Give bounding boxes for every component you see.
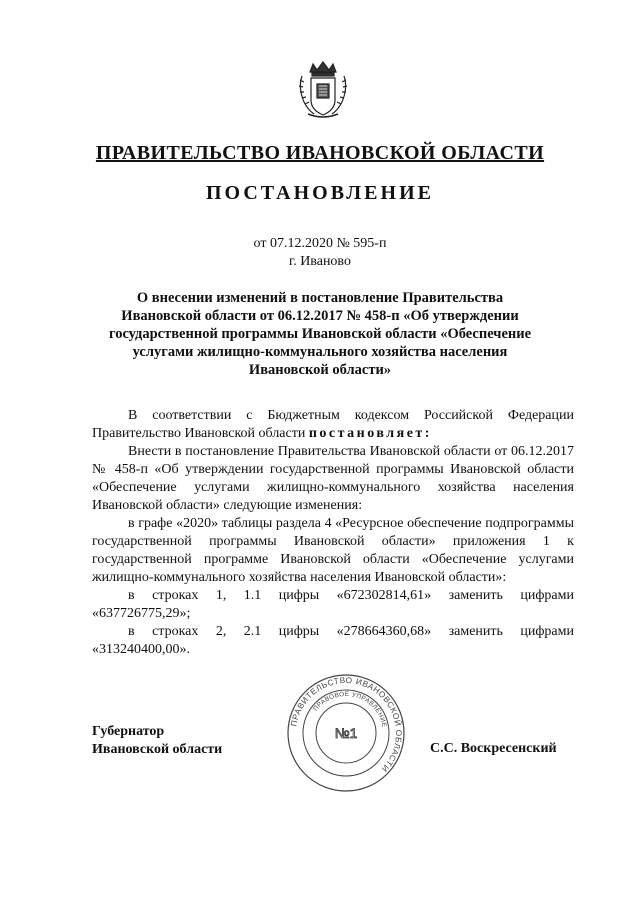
preamble-text: В соответствии с Бюджетным кодексом Российской Федерации Правительство Ивановской области xyxy=(92,408,574,441)
stamp-outer-text: ПРАВИТЕЛЬСТВО ИВАНОВСКОЙ ОБЛАСТИ xyxy=(289,675,404,774)
position-line-1: Губернатор xyxy=(92,724,165,739)
signatory-name: С.С. Воскресенский xyxy=(430,741,557,756)
paragraph-column: в графе «2020» таблицы раздела 4 «Ресурсное обеспечение подпрограммы государственной программы Ивановской области» приложения 1 к государственной программе Ивановской области «Обеспечение услугами жилищно-коммунального хозяйства населения Ивановской области»: xyxy=(92,516,574,585)
paragraph-preamble xyxy=(92,407,574,443)
document-type: ПОСТАНОВЛЕНИЕ xyxy=(206,182,434,204)
stamp-inner-text: ПРАВОВОЕ УПРАВЛЕНИЕ xyxy=(312,690,388,728)
official-stamp xyxy=(285,672,407,794)
position-line-2: Ивановской области xyxy=(92,742,223,757)
date-number: от 07.12.2020 № 595-п xyxy=(253,236,387,251)
organization-title: ПРАВИТЕЛЬСТВО ИВАНОВСКОЙ ОБЛАСТИ xyxy=(95,142,545,164)
coat-of-arms-icon xyxy=(296,58,350,120)
paragraph-rows-2: в строках 2, 2.1 цифры «278664360,68» заменить цифрами «313240400,00». xyxy=(92,624,574,657)
city: г. Иваново xyxy=(289,254,351,269)
paragraph-rows-1: в строках 1, 1.1 цифры «672302814,61» заменить цифрами «637726775,29»; xyxy=(92,588,574,621)
document-body xyxy=(92,407,574,659)
document-subject: О внесении изменений в постановление Правительства Ивановской области от 06.12.2017 № 458-п «Об утверждении государственной программы Ивановской области «Обеспечение услугами жилищно-коммунального хозяйства населения Ивановской области» xyxy=(108,290,532,378)
stamp-number: №1 xyxy=(334,725,358,741)
resolves-word: постановляет: xyxy=(308,426,432,441)
paragraph-amend: Внести в постановление Правительства Ивановской области от 06.12.2017 № 458-п «Об утверждении государственной программы Ивановской области «Обеспечение услугами жилищно-коммунального хозяйства населения Ивановской области» следующие изменения: xyxy=(92,444,574,513)
signatory-position xyxy=(92,723,222,759)
